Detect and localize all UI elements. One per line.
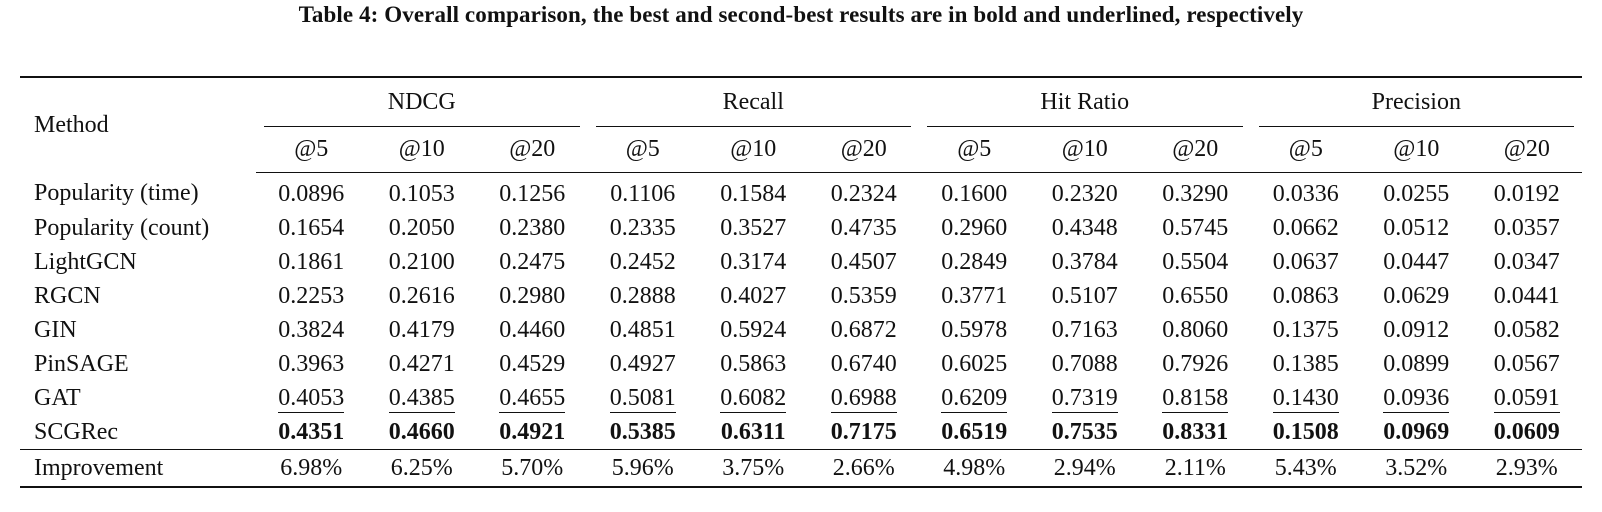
table-cell (1472, 211, 1583, 245)
cell-value: 0.5745 (1162, 214, 1229, 241)
cell-value: 0.4179 (388, 316, 455, 343)
cell-value: 0.1256 (499, 180, 566, 207)
cell-value: 0.7163 (1051, 316, 1118, 343)
cell-value: 0.2100 (388, 248, 455, 275)
cell-value: 0.6025 (941, 350, 1008, 377)
cell-value: 0.4351 (278, 418, 345, 445)
cell-value: 0.3824 (278, 316, 345, 343)
table-cell (1140, 347, 1251, 381)
cell-value: 0.0567 (1493, 350, 1560, 377)
table-row (20, 173, 1582, 212)
table-cell (919, 211, 1030, 245)
cell-value: 0.1106 (610, 180, 676, 207)
row-method: SCGRec (34, 418, 118, 445)
table-cell (1361, 211, 1472, 245)
table-cell (367, 173, 478, 212)
table-cell (1030, 211, 1141, 245)
cell-value: 0.7319 (1051, 384, 1118, 411)
cell-value: 0.0969 (1383, 418, 1450, 445)
table-cell (367, 415, 478, 450)
table-cell (1472, 245, 1583, 279)
table-cell (256, 245, 367, 279)
cell-value: 0.7175 (830, 418, 897, 445)
cell-value: 0.4655 (499, 384, 566, 411)
table-cell (1472, 381, 1583, 415)
table-cell (477, 415, 588, 450)
cell-value: 0.3771 (941, 282, 1008, 309)
table-cell (1030, 381, 1141, 415)
table-cell (698, 313, 809, 347)
cell-value: 0.0591 (1493, 384, 1560, 411)
row-method: GIN (34, 316, 77, 343)
table-cell (1361, 313, 1472, 347)
row-method: RGCN (34, 282, 101, 309)
table-cell (1361, 173, 1472, 212)
table-cell (919, 173, 1030, 212)
table-cell (1140, 173, 1251, 212)
table-cell (256, 381, 367, 415)
table-cell (1140, 245, 1251, 279)
cell-value: 0.2452 (609, 248, 676, 275)
row-method: Popularity (count) (34, 214, 210, 241)
cell-value: 0.4660 (388, 418, 455, 445)
cell-value: 0.3784 (1051, 248, 1118, 275)
cell-value: 0.8331 (1162, 418, 1229, 445)
table-cell (809, 313, 920, 347)
cell-value: 0.0336 (1272, 180, 1339, 207)
table-cell (1361, 279, 1472, 313)
cell-value: 0.0357 (1493, 214, 1560, 241)
cell-value: 0.1053 (388, 180, 455, 207)
cell-value: 0.2888 (609, 282, 676, 309)
cell-value: 0.0662 (1272, 214, 1339, 241)
table-cell (477, 381, 588, 415)
cell-value: 0.3527 (720, 214, 787, 241)
cell-value: 0.0899 (1383, 350, 1450, 377)
table-cell (1361, 347, 1472, 381)
table-cell (1140, 415, 1251, 450)
cell-value: 0.4027 (720, 282, 787, 309)
cell-value: 0.2253 (278, 282, 345, 309)
table-cell (1472, 279, 1583, 313)
table-row (20, 279, 1582, 313)
cell-value: 0.0896 (278, 180, 345, 207)
table-cell (698, 173, 809, 212)
table-cell (367, 347, 478, 381)
cell-value: 0.2320 (1051, 180, 1118, 207)
table-cell (1030, 313, 1141, 347)
table-cell: 5.96% (588, 450, 699, 488)
table-cell: 4.98% (919, 450, 1030, 488)
cell-value: 0.0609 (1493, 418, 1560, 445)
k-header: @5 (1251, 126, 1362, 173)
method-header: Method (20, 77, 256, 173)
cell-value: 0.1508 (1272, 418, 1339, 445)
k-header: @10 (367, 126, 478, 173)
table-cell (1251, 279, 1362, 313)
table-cell: 2.93% (1472, 450, 1583, 488)
table-caption: Table 4: Overall comparison, the best and second-best results are in bold and underlined, respectively (298, 2, 1304, 27)
cell-value: 0.4851 (609, 316, 676, 343)
cell-value: 0.7088 (1051, 350, 1118, 377)
table-cell (919, 347, 1030, 381)
table-cell (367, 381, 478, 415)
table-cell (588, 245, 699, 279)
cell-value: 0.4927 (609, 350, 676, 377)
table-cell (1472, 347, 1583, 381)
group-header-row (20, 77, 1582, 126)
table-cell (698, 347, 809, 381)
table-cell (1251, 245, 1362, 279)
table-cell (477, 245, 588, 279)
table-cell (1140, 381, 1251, 415)
table-cell (698, 245, 809, 279)
k-header: @5 (588, 126, 699, 173)
cell-value: 0.2335 (609, 214, 676, 241)
cell-value: 0.1654 (278, 214, 345, 241)
cell-value: 0.1600 (941, 180, 1008, 207)
cell-value: 0.8158 (1162, 384, 1229, 411)
table-cell (1140, 279, 1251, 313)
table-row (20, 381, 1582, 415)
row-method: Popularity (time) (34, 180, 199, 207)
table-cell (588, 313, 699, 347)
table-cell: 3.75% (698, 450, 809, 488)
cell-value: 0.0441 (1493, 282, 1560, 309)
table-cell (809, 347, 920, 381)
table-cell (367, 211, 478, 245)
table-cell (809, 381, 920, 415)
table-cell (698, 279, 809, 313)
cell-value: 0.5385 (609, 418, 676, 445)
results-table (20, 76, 1582, 488)
cell-value: 0.6519 (941, 418, 1008, 445)
cell-value: 0.4921 (499, 418, 566, 445)
cell-value: 0.5359 (830, 282, 897, 309)
table-row (20, 415, 1582, 450)
cell-value: 0.4529 (499, 350, 566, 377)
table-cell (588, 211, 699, 245)
cell-value: 0.2980 (499, 282, 566, 309)
table-cell (809, 245, 920, 279)
results-table-container (20, 76, 1582, 488)
table-cell (1472, 415, 1583, 450)
cell-value: 0.2324 (830, 180, 897, 207)
cell-value: 0.2380 (499, 214, 566, 241)
table-cell (1251, 381, 1362, 415)
cell-value: 0.2050 (388, 214, 455, 241)
table-cell (698, 211, 809, 245)
table-cell: 2.66% (809, 450, 920, 488)
row-method: Improvement (20, 450, 256, 488)
table-cell (809, 173, 920, 212)
table-cell (1361, 381, 1472, 415)
k-header: @20 (477, 126, 588, 173)
table-cell (1472, 173, 1583, 212)
table-cell (367, 279, 478, 313)
k-header: @10 (1030, 126, 1141, 173)
cell-value: 0.5863 (720, 350, 787, 377)
cell-value: 0.6082 (720, 384, 787, 411)
cell-value: 0.5107 (1051, 282, 1118, 309)
cell-value: 0.0629 (1383, 282, 1450, 309)
cell-value: 0.3174 (720, 248, 787, 275)
table-cell (256, 313, 367, 347)
cell-value: 0.6209 (941, 384, 1008, 411)
k-header: @5 (919, 126, 1030, 173)
table-cell (1030, 173, 1141, 212)
cell-value: 0.7926 (1162, 350, 1229, 377)
cell-value: 0.5504 (1162, 248, 1229, 275)
cell-value: 0.4385 (388, 384, 455, 411)
table-cell: 6.98% (256, 450, 367, 488)
table-cell (919, 415, 1030, 450)
cell-value: 0.0255 (1383, 180, 1450, 207)
table-cell (588, 279, 699, 313)
cell-value: 0.6988 (830, 384, 897, 411)
cell-value: 0.6872 (830, 316, 897, 343)
table-cell (588, 173, 699, 212)
table-cell (1140, 211, 1251, 245)
cell-value: 0.4735 (830, 214, 897, 241)
table-cell (919, 313, 1030, 347)
cell-value: 0.6550 (1162, 282, 1229, 309)
cell-value: 0.5978 (941, 316, 1008, 343)
table-cell (1030, 347, 1141, 381)
improvement-row (20, 450, 1582, 488)
table-cell (1030, 415, 1141, 450)
table-row (20, 211, 1582, 245)
group-header-recall: Recall (588, 77, 920, 126)
cell-value: 0.6311 (720, 418, 786, 445)
cell-value: 0.0936 (1383, 384, 1450, 411)
table-cell (1251, 211, 1362, 245)
row-method: GAT (34, 384, 81, 411)
cell-value: 0.0192 (1493, 180, 1560, 207)
k-header: @20 (809, 126, 920, 173)
cell-value: 0.0863 (1272, 282, 1339, 309)
k-header: @10 (1361, 126, 1472, 173)
table-cell (919, 381, 1030, 415)
cell-value: 0.2849 (941, 248, 1008, 275)
cell-value: 0.5924 (720, 316, 787, 343)
table-cell (1472, 313, 1583, 347)
k-header: @5 (256, 126, 367, 173)
cell-value: 0.6740 (830, 350, 897, 377)
group-header-ndcg: NDCG (256, 77, 588, 126)
row-method: LightGCN (34, 248, 137, 275)
cell-value: 0.0347 (1493, 248, 1560, 275)
table-cell (1361, 245, 1472, 279)
table-cell (367, 245, 478, 279)
table-cell (809, 211, 920, 245)
cell-value: 0.7535 (1051, 418, 1118, 445)
cell-value: 0.2960 (941, 214, 1008, 241)
table-cell: 6.25% (367, 450, 478, 488)
table-cell (256, 415, 367, 450)
table-row (20, 245, 1582, 279)
cell-value: 0.3963 (278, 350, 345, 377)
cell-value: 0.1584 (720, 180, 787, 207)
cell-value: 0.4271 (388, 350, 455, 377)
cell-value: 0.4348 (1051, 214, 1118, 241)
table-cell (919, 245, 1030, 279)
table-cell (477, 279, 588, 313)
table-cell (477, 313, 588, 347)
cell-value: 0.2616 (388, 282, 455, 309)
table-cell: 5.70% (477, 450, 588, 488)
table-cell (1251, 313, 1362, 347)
cell-value: 0.0582 (1493, 316, 1560, 343)
cell-value: 0.0512 (1383, 214, 1450, 241)
k-header: @10 (698, 126, 809, 173)
table-row (20, 347, 1582, 381)
table-cell (256, 279, 367, 313)
row-method: PinSAGE (34, 350, 129, 377)
table-cell (588, 415, 699, 450)
cell-value: 0.2475 (499, 248, 566, 275)
group-header-hit-ratio: Hit Ratio (919, 77, 1251, 126)
table-cell (256, 173, 367, 212)
cell-value: 0.0637 (1272, 248, 1339, 275)
cell-value: 0.4507 (830, 248, 897, 275)
table-body (20, 173, 1582, 450)
table-cell (1030, 279, 1141, 313)
k-header: @20 (1140, 126, 1251, 173)
table-cell: 2.11% (1140, 450, 1251, 488)
cell-value: 0.1375 (1272, 316, 1339, 343)
cell-value: 0.4460 (499, 316, 566, 343)
group-header-precision: Precision (1251, 77, 1583, 126)
k-header: @20 (1472, 126, 1583, 173)
table-row (20, 313, 1582, 347)
table-cell (698, 381, 809, 415)
table-cell: 2.94% (1030, 450, 1141, 488)
table-cell (367, 313, 478, 347)
table-cell (698, 415, 809, 450)
cell-value: 0.1430 (1272, 384, 1339, 411)
table-cell (919, 279, 1030, 313)
table-cell (477, 173, 588, 212)
cell-value: 0.5081 (609, 384, 676, 411)
table-cell (256, 347, 367, 381)
table-cell (1251, 347, 1362, 381)
cell-value: 0.0447 (1383, 248, 1450, 275)
cell-value: 0.3290 (1162, 180, 1229, 207)
table-cell (809, 415, 920, 450)
cell-value: 0.1861 (278, 248, 345, 275)
table-cell (1361, 415, 1472, 450)
table-cell (477, 347, 588, 381)
table-cell (1251, 415, 1362, 450)
table-cell (809, 279, 920, 313)
table-cell: 3.52% (1361, 450, 1472, 488)
cell-value: 0.8060 (1162, 316, 1229, 343)
cell-value: 0.1385 (1272, 350, 1339, 377)
table-cell (256, 211, 367, 245)
table-cell (1251, 173, 1362, 212)
table-cell (1140, 313, 1251, 347)
cell-value: 0.4053 (278, 384, 345, 411)
table-cell (588, 381, 699, 415)
table-cell (1030, 245, 1141, 279)
table-cell (477, 211, 588, 245)
table-cell: 5.43% (1251, 450, 1362, 488)
table-cell (588, 347, 699, 381)
cell-value: 0.0912 (1383, 316, 1450, 343)
